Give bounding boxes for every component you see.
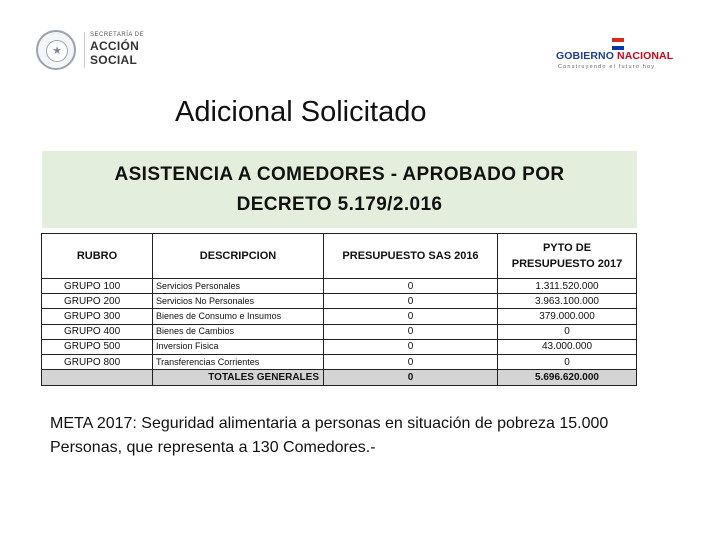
meta-line-1: META 2017: Seguridad alimentaria a personas en situación de pobreza 15.000	[50, 415, 609, 432]
header-presupuesto: PRESUPUESTO SAS 2016	[324, 234, 498, 279]
table-header-row	[42, 234, 637, 279]
table-row	[42, 294, 637, 309]
meta-line-2: Personas, que representa a 130 Comedores.-	[50, 439, 376, 456]
meta-paragraph	[50, 412, 710, 460]
cell-pyto: 1.311.520.000	[498, 279, 637, 294]
cell-descripcion: Transferencias Corrientes	[153, 354, 324, 369]
cell-descripcion: Servicios No Personales	[153, 294, 324, 309]
secretaria-logo	[36, 28, 156, 74]
secretaria-logo-text	[90, 32, 144, 66]
cell-pyto: 3.963.100.000	[498, 294, 637, 309]
cell-totals-label: TOTALES GENERALES	[153, 370, 324, 386]
flag-icon	[612, 38, 624, 50]
header-pyto-line2: PRESUPUESTO 2017	[511, 258, 623, 270]
cell-rubro: GRUPO 100	[42, 279, 153, 294]
cell-descripcion: Bienes de Consumo e Insumos	[153, 309, 324, 324]
cell-descripcion: Servicios Personales	[153, 279, 324, 294]
header-pyto	[498, 234, 637, 279]
seal-icon: ★	[36, 30, 76, 70]
cell-presupuesto: 0	[324, 324, 498, 339]
cell-rubro: GRUPO 500	[42, 339, 153, 354]
table-row	[42, 354, 637, 369]
cell-totals-presupuesto: 0	[324, 370, 498, 386]
cell-descripcion: Inversion Fisica	[153, 339, 324, 354]
cell-totals-pyto: 5.696.620.000	[498, 370, 637, 386]
cell-presupuesto: 0	[324, 339, 498, 354]
cell-rubro: GRUPO 300	[42, 309, 153, 324]
cell-presupuesto: 0	[324, 309, 498, 324]
page-title: Adicional Solicitado	[175, 96, 427, 128]
logo-right-title	[556, 50, 673, 62]
cell-rubro: GRUPO 800	[42, 354, 153, 369]
logo-divider	[84, 32, 85, 68]
cell-totals-empty	[42, 370, 153, 386]
table-row	[42, 324, 637, 339]
logo-right-word1: GOBIERNO	[556, 50, 614, 62]
cell-rubro: GRUPO 200	[42, 294, 153, 309]
table-row	[42, 279, 637, 294]
banner-line-2: DECRETO 5.179/2.016	[236, 194, 443, 215]
table-row	[42, 339, 637, 354]
header-pyto-line1: PYTO DE	[542, 242, 592, 254]
gobierno-nacional-logo	[556, 38, 676, 72]
header-descripcion: DESCRIPCION	[153, 234, 324, 279]
cell-pyto: 0	[498, 324, 637, 339]
cell-pyto: 0	[498, 354, 637, 369]
cell-pyto: 43.000.000	[498, 339, 637, 354]
banner-line-1: ASISTENCIA A COMEDORES - APROBADO POR	[114, 164, 565, 185]
cell-presupuesto: 0	[324, 294, 498, 309]
totals-row	[42, 370, 637, 386]
table-row	[42, 309, 637, 324]
table-banner	[42, 151, 637, 228]
budget-table-wrap	[41, 233, 636, 386]
cell-presupuesto: 0	[324, 354, 498, 369]
logo-left-line2: ACCIÓN	[90, 39, 140, 53]
logo-right-word2: NACIONAL	[617, 50, 674, 62]
logo-left-line1: SECRETARÍA DE	[90, 32, 145, 38]
logo-left-line3: SOCIAL	[90, 53, 138, 67]
cell-rubro: GRUPO 400	[42, 324, 153, 339]
budget-table	[41, 233, 637, 386]
cell-pyto: 379.000.000	[498, 309, 637, 324]
cell-descripcion: Bienes de Cambios	[153, 324, 324, 339]
logo-right-tagline: Construyendo el futuro hoy	[558, 64, 656, 70]
header-rubro: RUBRO	[42, 234, 153, 279]
cell-presupuesto: 0	[324, 279, 498, 294]
